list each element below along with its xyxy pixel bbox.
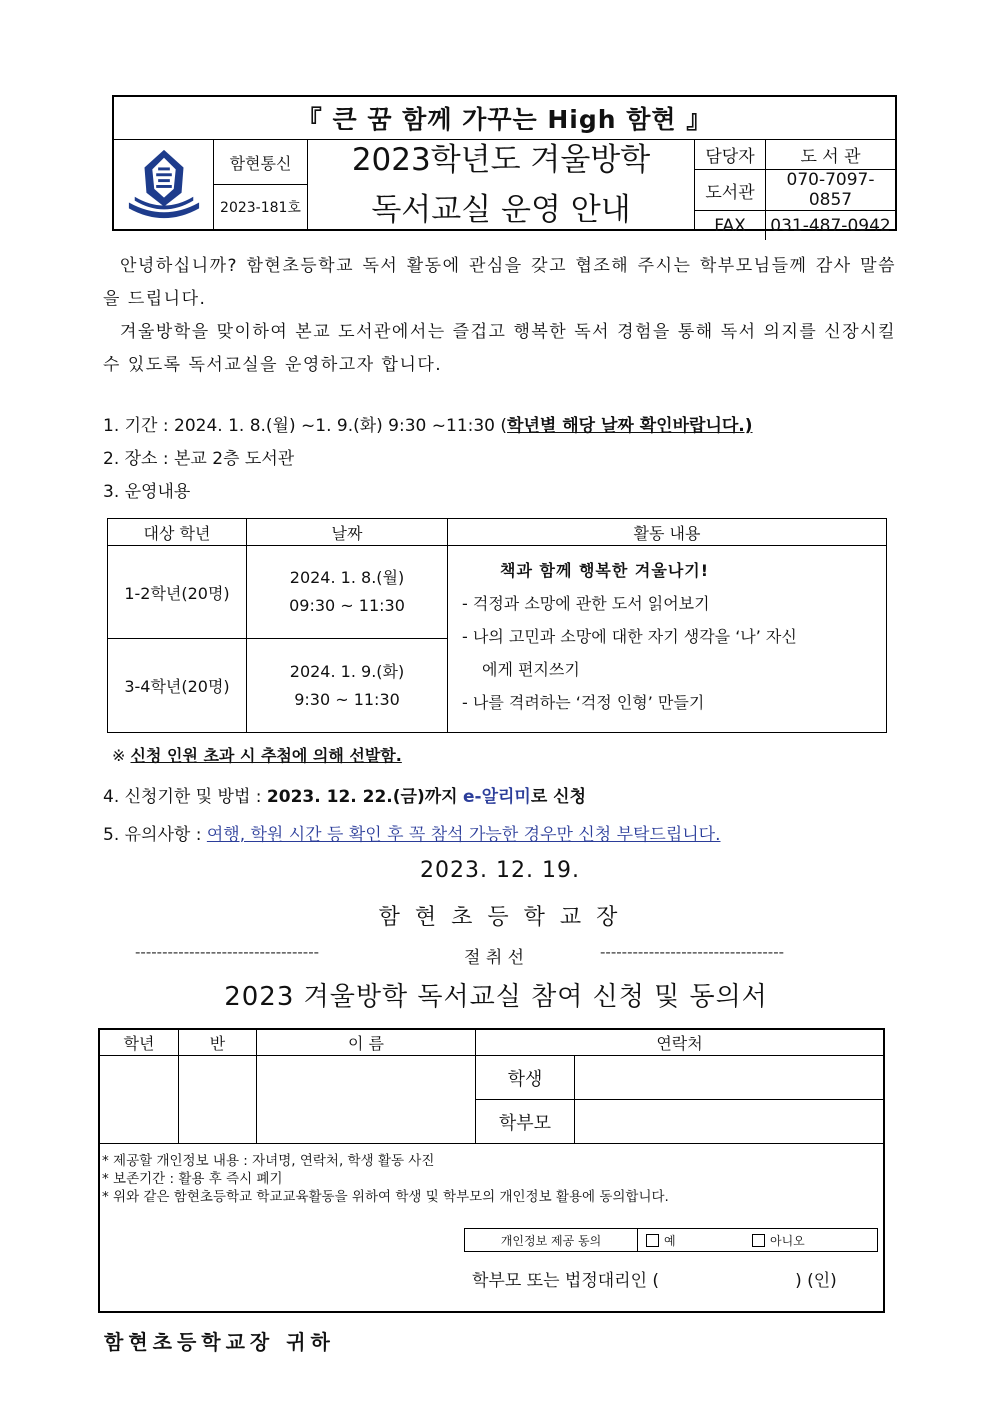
header-box [112, 95, 897, 236]
consent-note: * 보존기간 : 활용 후 즉시 폐기 [102, 1171, 283, 1187]
contact-value: 070-7097-0857 [766, 170, 896, 211]
class-input[interactable] [179, 1056, 257, 1144]
row-date [247, 546, 448, 639]
place-item: 2. 장소 : 본교 2층 도서관 [103, 449, 295, 469]
date-text: 2024. 1. 8.(월) [289, 568, 405, 587]
selection-note [112, 743, 402, 766]
period-item [103, 411, 753, 436]
form-header-contact: 연락처 [476, 1029, 885, 1056]
consent-box [464, 1228, 878, 1252]
form-header-grade: 학년 [99, 1029, 179, 1056]
note-mark: ※ [112, 746, 131, 765]
activity-item: 에게 편지쓰기 [482, 660, 580, 679]
apply-suffix: 로 신청 [530, 787, 587, 807]
row-grade: 1-2학년(20명) [108, 546, 247, 639]
intro-paragraph-1: 안녕하십니까? 함현초등학교 독서 활동에 관심을 갖고 협조해 주시는 학부모님들께 감사 말씀을 드립니다. [103, 256, 896, 309]
col-header-activity: 활동 내용 [448, 519, 887, 546]
slogan: 『 큰 꿈 함께 가꾸는 High 함현 』 [114, 97, 895, 140]
school-logo [114, 140, 214, 229]
notice-date: 2023. 12. 19. [420, 858, 580, 883]
time-text: 09:30 ~ 11:30 [289, 596, 405, 615]
consent-yes[interactable] [638, 1229, 746, 1251]
col-header-grade: 대상 학년 [108, 519, 247, 546]
period-text: 1. 기간 : 2024. 1. 8.(월) ~1. 9.(화) 9:30 ~11:30 ( [103, 416, 508, 436]
content-item: 3. 운영내용 [103, 482, 191, 502]
consent-label: 개인정보 제공 동의 [465, 1229, 638, 1251]
no-label: 아니오 [770, 1233, 805, 1248]
title-line-2: 독서교실 운영 안내 [371, 191, 631, 228]
contact-value: 도 서 관 [766, 140, 896, 170]
activity-cell [448, 546, 887, 733]
contact-table [695, 140, 895, 236]
form-header-name: 이 름 [257, 1029, 476, 1056]
apply-prefix: 4. 신청기한 및 방법 : [103, 787, 267, 807]
cut-dashes-left: ---------------------------------- [135, 943, 320, 961]
grade-input[interactable] [99, 1056, 179, 1144]
operations-table [107, 518, 887, 733]
document-title [308, 140, 695, 229]
col-header-date: 날짜 [247, 519, 448, 546]
contact-label: 담당자 [695, 140, 766, 170]
guardian-prefix: 학부모 또는 법정대리인 ( [472, 1271, 660, 1291]
time-text: 9:30 ~ 11:30 [294, 689, 400, 709]
guardian-suffix: ) (인) [795, 1271, 837, 1291]
student-contact-input[interactable] [575, 1056, 885, 1100]
student-label: 학생 [476, 1056, 575, 1100]
form-header-class: 반 [179, 1029, 257, 1056]
guardian-line [472, 1266, 837, 1291]
intro-paragraph-2: 겨울방학을 맞이하여 본교 도서관에서는 즐겁고 행복한 독서 경험을 통해 독서 의지를 신장시킬 수 있도록 독서교실을 운영하고자 합니다. [103, 322, 896, 375]
contact-label: 도서관 [695, 170, 766, 211]
newsletter-name: 함현통신 [214, 140, 307, 185]
form-title: 2023 겨울방학 독서교실 참여 신청 및 동의서 [224, 982, 768, 1012]
contact-value: 031-487-0942 [770, 215, 891, 236]
activity-item: - 걱정과 소망에 관한 도서 읽어보기 [462, 594, 710, 613]
parent-label: 학부모 [476, 1100, 575, 1144]
caution-prefix: 5. 유의사항 : [103, 825, 207, 845]
activity-title: 책과 함께 행복한 겨울나기! [500, 561, 710, 580]
application-form [98, 1028, 885, 1313]
activity-item: - 나를 격려하는 ‘걱정 인형’ 만들기 [462, 693, 705, 712]
activity-item: - 나의 고민과 소망에 대한 자기 생각을 ‘나’ 자신 [462, 627, 797, 646]
cut-dashes-right: ---------------------------------- [600, 943, 785, 961]
consent-note: * 위와 같은 함현초등학교 학교교육활동을 위하여 학생 및 학부모의 개인정보 활용에 동의합니다. [102, 1189, 669, 1205]
apply-date: 2023. 12. 22.(금)까지 [266, 787, 458, 807]
cut-line-label: 절 취 선 [464, 948, 525, 968]
row-grade: 3-4학년(20명) [108, 639, 247, 733]
issue-number: 2023-181호 [220, 200, 301, 216]
yes-label: 예 [664, 1233, 676, 1248]
date-text: 2024. 1. 9.(화) [289, 661, 405, 681]
contact-label: FAX [695, 211, 766, 241]
no-checkbox[interactable] [752, 1234, 765, 1247]
period-note: 학년별 해당 날짜 확인바랍니다.) [507, 416, 753, 436]
school-emblem-icon [125, 146, 203, 224]
consent-no[interactable] [746, 1229, 805, 1251]
addressee: 함현초등학교장 귀하 [104, 1330, 335, 1354]
consent-note: * 제공할 개인정보 내용 : 자녀명, 연락처, 학생 활동 사진 [102, 1153, 435, 1169]
caution-text: 여행, 학원 시간 등 확인 후 꼭 참석 가능한 경우만 신청 부탁드립니다. [206, 825, 721, 845]
name-input[interactable] [257, 1056, 476, 1144]
title-line-1: 2023학년도 겨울방학 [351, 141, 651, 178]
caution-item [103, 820, 721, 845]
parent-contact-input[interactable] [575, 1100, 885, 1144]
apply-method: e-알리미 [462, 787, 531, 807]
consent-section [99, 1144, 884, 1312]
note-text: 신청 인원 초과 시 추첨에 의해 선발함. [130, 746, 402, 765]
principal-name: 함 현 초 등 학 교 장 [378, 905, 622, 930]
apply-item [103, 782, 586, 807]
row-date [247, 639, 448, 733]
consent-notes [100, 1144, 883, 1206]
yes-checkbox[interactable] [646, 1234, 659, 1247]
